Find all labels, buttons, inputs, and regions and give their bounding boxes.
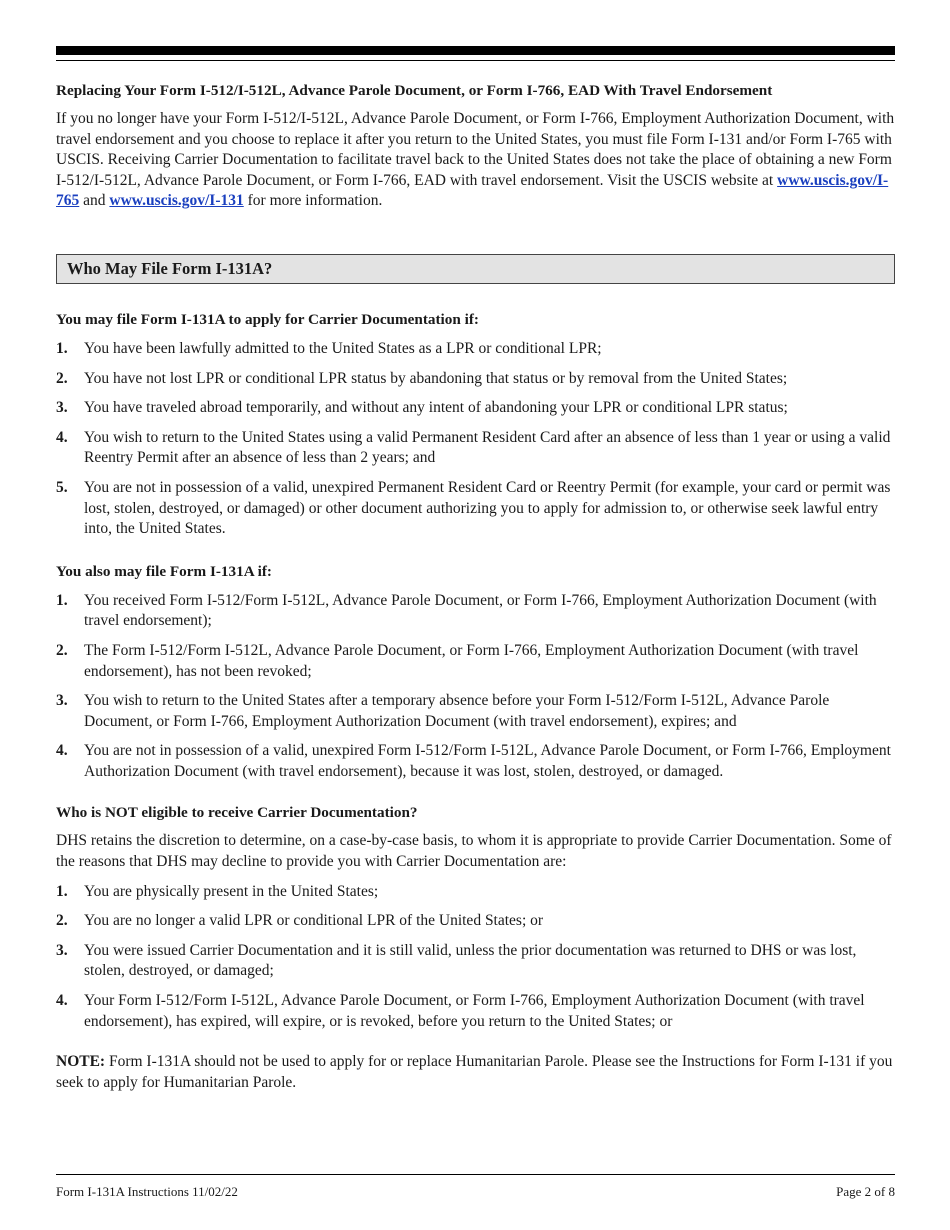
list-item-text: You wish to return to the United States after a temporary absence before your Form I-512/Form I-512L, Advance Parole Document, or Form I-766, Employment Authorization Document (with travel endorsement), expires; and bbox=[84, 692, 830, 730]
list-item-number: 3. bbox=[56, 692, 68, 710]
list-item-text: You were issued Carrier Documentation and it is still valid, unless the prior documentation was returned to DHS or was lost, stolen, destroyed, or damaged; bbox=[84, 941, 857, 980]
header-rule-thin bbox=[56, 60, 895, 61]
list-item-text: You have traveled abroad temporarily, and without any intent of abandoning your LPR or conditional LPR status; bbox=[84, 399, 788, 417]
and-text: and bbox=[79, 192, 110, 210]
list-item bbox=[56, 882, 895, 903]
list-item-text: You are physically present in the United States; bbox=[84, 882, 379, 900]
list-item-text: You have not lost LPR or conditional LPR status by abandoning that status or by removal from the United States; bbox=[84, 369, 788, 387]
list-item bbox=[56, 741, 895, 782]
list-item-number: 4. bbox=[56, 428, 68, 446]
list-item bbox=[56, 911, 895, 932]
list-item-text: The Form I-512/Form I-512L, Advance Parole Document, or Form I-766, Employment Authorization Document (with travel endorsement), has not been revoked; bbox=[84, 641, 859, 680]
list-item-text: You wish to return to the United States using a valid Permanent Resident Card after an absence of less than 1 year or using a valid Reentry Permit after an absence of less than 2 years; and bbox=[84, 428, 891, 467]
uscis-i765-link[interactable]: www.uscis.gov/I-765 bbox=[56, 171, 889, 210]
page-content bbox=[56, 46, 895, 1093]
uscis-i131-link[interactable]: www.uscis.gov/I-131 bbox=[109, 192, 244, 210]
list-item bbox=[56, 641, 895, 682]
who-may-file-banner: Who May File Form I-131A? bbox=[56, 254, 895, 284]
list-item-number: 2. bbox=[56, 912, 68, 930]
list-item bbox=[56, 369, 895, 390]
list-item bbox=[56, 941, 895, 982]
list-item bbox=[56, 339, 895, 360]
header-rule-thick bbox=[56, 46, 895, 55]
list-item-text: You are no longer a valid LPR or conditional LPR of the United States; or bbox=[84, 912, 544, 930]
note-label: NOTE: bbox=[56, 1053, 106, 1071]
list-item-number: 1. bbox=[56, 882, 68, 900]
list-item-number: 4. bbox=[56, 992, 68, 1010]
footer-form-edition: Form I-131A Instructions 11/02/22 bbox=[56, 1184, 238, 1199]
list-item-number: 3. bbox=[56, 399, 68, 417]
list-item-text: You are not in possession of a valid, unexpired Permanent Resident Card or Reentry Permit (for example, your card or permit was lost, stolen, destroyed, or damaged) or other document authorizing you to apply for admission to, or otherwise seek lawful entry into, the United States. bbox=[84, 478, 891, 538]
list-item bbox=[56, 398, 895, 419]
replacing-documents-heading: Replacing Your Form I-512/I-512L, Advance Parole Document, or Form I-766, EAD With Travel Endorsement bbox=[56, 82, 773, 99]
list-item-number: 5. bbox=[56, 478, 68, 496]
list-item-text: You are not in possession of a valid, unexpired Form I-512/Form I-512L, Advance Parole Document, or Form I-766, Employment Authorization Document (with travel endorsement), because it was lost, stolen, destroyed, or damaged. bbox=[84, 742, 891, 780]
list-item-number: 4. bbox=[56, 742, 68, 760]
list-item-number: 3. bbox=[56, 941, 68, 959]
list-item-number: 1. bbox=[56, 339, 68, 357]
not-eligible-list bbox=[56, 882, 895, 1033]
carrier-doc-eligibility-list bbox=[56, 339, 895, 540]
replacing-documents-text: If you no longer have your Form I-512/I-512L, Advance Parole Document, or Form I-766, Employment Authorization Document, with travel endorsement and you choose to replace it after you return to the United States, you must file Form I-131 and/or Form I-765 with USCIS. Receiving Carrier Documentation to facilitate travel back to the United States does not take the place of obtaining a new Form I-512/I-512L, Advance Parole Document, or Form I-766, EAD with travel endorsement. Visit the USCIS website at bbox=[56, 110, 895, 189]
note-text: Form I-131A should not be used to apply for or replace Humanitarian Parole. Please see the Instructions for Form I-131 if you seek to apply for Humanitarian Parole. bbox=[56, 1053, 893, 1091]
not-eligible-intro: DHS retains the discretion to determine, on a case-by-case basis, to whom it is appropriate to provide Carrier Documentation. Some of the reasons that DHS may decline to provide you with Carrier Documentation are: bbox=[56, 832, 892, 871]
carrier-doc-eligibility-heading: You may file Form I-131A to apply for Carrier Documentation if: bbox=[56, 310, 479, 328]
list-item-number: 2. bbox=[56, 369, 68, 387]
list-item bbox=[56, 591, 895, 632]
page-footer bbox=[56, 1174, 895, 1200]
list-item bbox=[56, 428, 895, 469]
footer-page-number: Page 2 of 8 bbox=[836, 1184, 895, 1199]
list-item-text: You received Form I-512/Form I-512L, Advance Parole Document, or Form I-766, Employment Authorization Document (with travel endorsement); bbox=[84, 591, 877, 630]
list-item-text: Your Form I-512/Form I-512L, Advance Parole Document, or Form I-766, Employment Authorization Document (with travel endorsement), has expired, will expire, or is revoked, before you return to the United States; or bbox=[84, 992, 865, 1030]
replacing-documents-paragraph bbox=[56, 109, 895, 212]
also-may-file-list bbox=[56, 591, 895, 783]
list-item bbox=[56, 691, 895, 732]
list-item bbox=[56, 478, 895, 540]
note-paragraph bbox=[56, 1052, 895, 1093]
not-eligible-heading: Who is NOT eligible to receive Carrier Documentation? bbox=[56, 804, 418, 822]
more-info-text: for more information. bbox=[243, 192, 383, 210]
list-item-number: 2. bbox=[56, 641, 68, 659]
also-may-file-heading: You also may file Form I-131A if: bbox=[56, 562, 272, 580]
list-item-number: 1. bbox=[56, 591, 68, 609]
list-item-text: You have been lawfully admitted to the United States as a LPR or conditional LPR; bbox=[84, 339, 602, 357]
list-item bbox=[56, 991, 895, 1032]
